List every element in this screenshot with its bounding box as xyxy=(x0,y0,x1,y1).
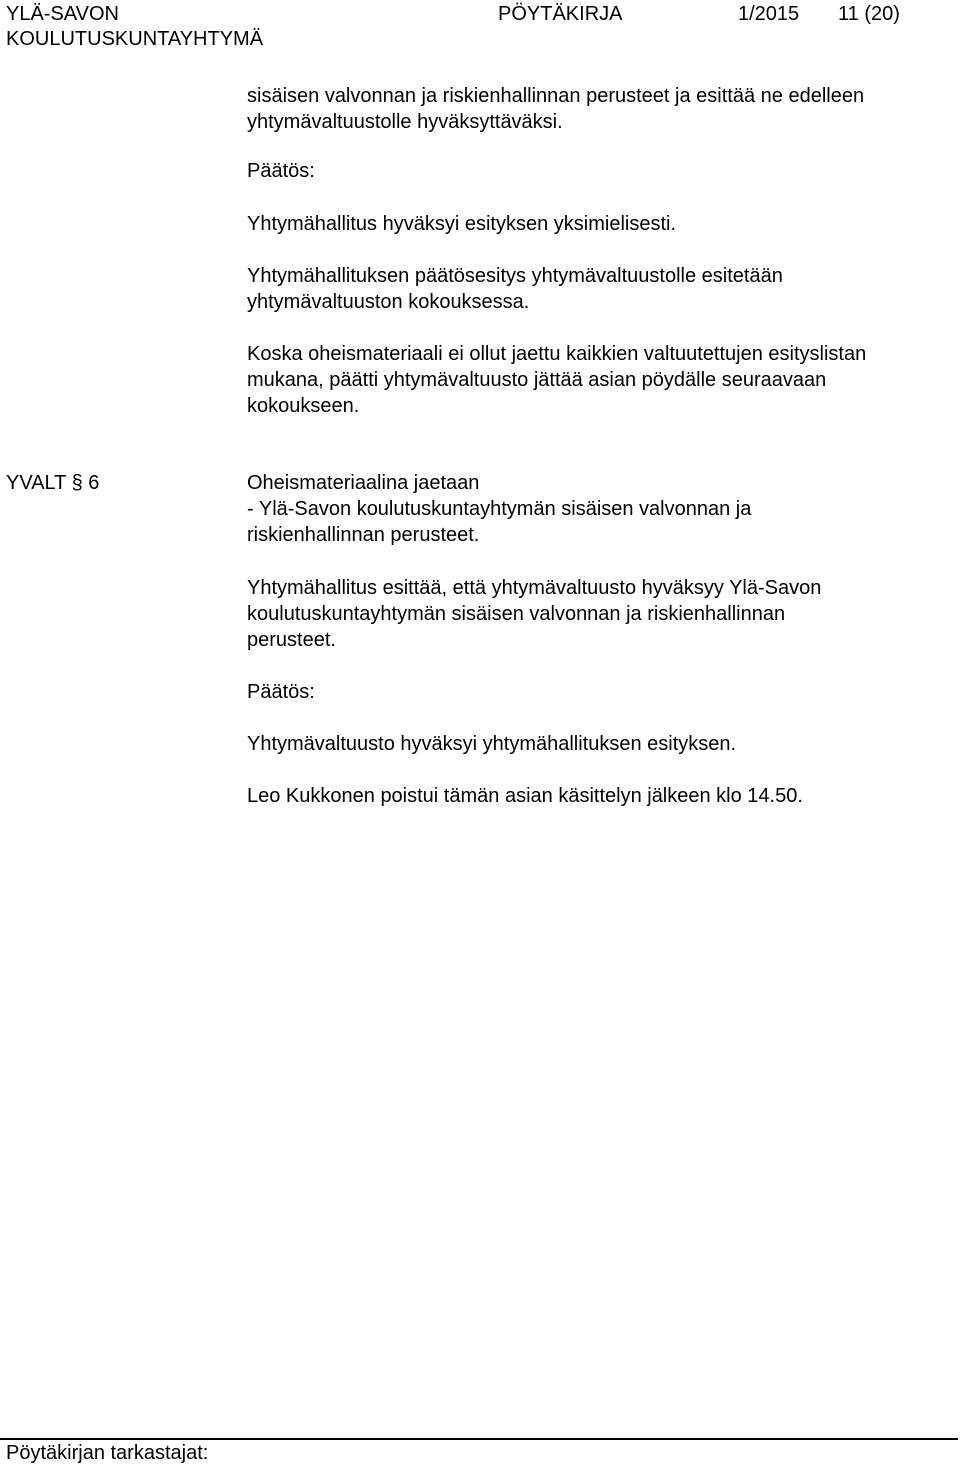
text-line: Leo Kukkonen poistui tämän asian käsittelyn jälkeen klo 14.50. xyxy=(247,785,803,807)
paragraph-proposal-continuation xyxy=(247,83,952,135)
text-line: Yhtymähallituksen päätösesitys yhtymävaltuustolle esitetään xyxy=(247,265,783,287)
footer-inspectors-label: Pöytäkirjan tarkastajat: xyxy=(6,1442,209,1464)
text-line: sisäisen valvonnan ja riskienhallinnan perusteet ja esittää ne edelleen xyxy=(247,85,865,107)
text-line: mukana, päätti yhtymävaltuusto jättää asian pöydälle seuraavaan xyxy=(247,369,827,391)
text-line: kokoukseen. xyxy=(247,395,360,417)
paragraph-attachment xyxy=(247,470,952,548)
decision-heading xyxy=(247,158,952,184)
document-type: PÖYTÄKIRJA xyxy=(498,3,623,25)
paragraph-departure-note xyxy=(247,783,952,809)
decision-heading xyxy=(247,679,952,705)
page-number: 11 (20) xyxy=(838,3,900,25)
organization-name-line2: KOULUTUSKUNTAYHTYMÄ xyxy=(6,28,264,50)
text-line: yhtymävaltuuston kokouksessa. xyxy=(247,291,530,313)
text-line: Yhtymähallitus esittää, että yhtymävaltuusto hyväksyy Ylä-Savon xyxy=(247,577,822,599)
text-line: riskienhallinnan perusteet. xyxy=(247,524,480,546)
text-line: Päätös: xyxy=(247,160,315,182)
text-line: Koska oheismateriaali ei ollut jaettu kaikkien valtuutettujen esityslistan xyxy=(247,343,867,365)
text-line: Päätös: xyxy=(247,681,315,703)
text-line: yhtymävaltuustolle hyväksyttäväksi. xyxy=(247,111,563,133)
paragraph-decision xyxy=(247,211,952,237)
text-line: Yhtymähallitus hyväksyi esityksen yksimielisesti. xyxy=(247,213,677,235)
text-line: - Ylä-Savon koulutuskuntayhtymän sisäisen valvonnan ja xyxy=(247,498,752,520)
organization-name-line1: YLÄ-SAVON xyxy=(6,3,119,25)
text-line: koulutuskuntayhtymän sisäisen valvonnan ja riskienhallinnan xyxy=(247,603,786,625)
paragraph-proposal-presented xyxy=(247,263,952,315)
paragraph-tabled xyxy=(247,341,952,419)
text-line: Yhtymävaltuusto hyväksyi yhtymähallituksen esityksen. xyxy=(247,733,737,755)
document-number: 1/2015 xyxy=(738,3,800,25)
section-label: YVALT § 6 xyxy=(6,472,100,494)
text-line: perusteet. xyxy=(247,629,336,651)
paragraph-board-proposal xyxy=(247,575,952,653)
text-line: Oheismateriaalina jaetaan xyxy=(247,472,480,494)
paragraph-council-decision xyxy=(247,731,952,757)
